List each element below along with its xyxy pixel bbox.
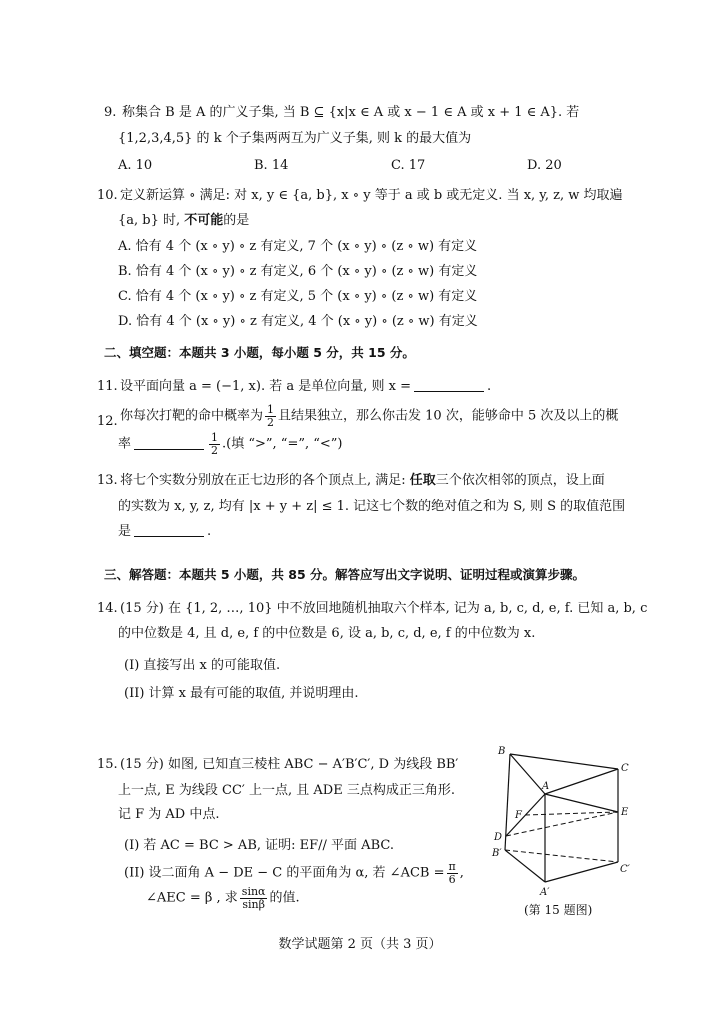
q15-line3: 记 F 为 AD 中点. [118, 807, 220, 822]
segment-de-hidden [506, 812, 618, 836]
section-fill-in-heading: 二、填空题：本题共 3 小题，每小题 5 分，共 15 分。 [104, 345, 415, 360]
label-b: B [498, 746, 506, 757]
q13-answer-blank [134, 524, 204, 537]
q13-line2: 的实数为 x, y, z, 均有 |x + y + z| ≤ 1. 记这七个数的绝对值之和为 S, 则 S 的取值范围 [118, 499, 626, 514]
edge-b-prime-c-prime-hidden [505, 850, 618, 862]
q14-number: 14. [97, 601, 118, 616]
q10-option-a: A. 恰有 4 个 (x ∘ y) ∘ z 有定义, 7 个 (x ∘ y) ∘ (z ∘ w) 有定义 [118, 239, 478, 254]
label-f: F [515, 810, 522, 821]
edge-ba [510, 754, 545, 794]
q15-fraction-pi-6: $\frac{\pi}{6}$ [448, 860, 456, 886]
q12-answer-blank [134, 437, 204, 450]
q10-option-d: D. 恰有 4 个 (x ∘ y) ∘ z 有定义, 4 个 (x ∘ y) ∘ (z ∘ w) 有定义 [118, 314, 478, 329]
segment-ae [545, 794, 618, 812]
triangular-prism-figure [490, 742, 640, 922]
q10-option-c: C. 恰有 4 个 (x ∘ y) ∘ z 有定义, 5 个 (x ∘ y) ∘ (z ∘ w) 有定义 [118, 289, 478, 304]
q9-option-b: B. 14 [254, 158, 289, 173]
q14-line1: (15 分) 在 {1, 2, …, 10} 中不放回地随机抽取六个样本, 记为 a, b, c, d, e, f. 已知 a, b, c [120, 601, 648, 616]
q9-line2: {1,2,3,4,5} 的 k 个子集两两互为广义子集, 则 k 的最大值为 [118, 131, 472, 146]
label-e: E [621, 807, 629, 818]
q11-text: 设平面向量 a = (−1, x). 若 a 是单位向量, 则 x = . [120, 379, 492, 394]
q9-option-d: D. 20 [527, 158, 562, 173]
q14-part-1: (I) 直接写出 x 的可能取值. [124, 658, 281, 673]
label-a: A [542, 781, 550, 792]
edge-ac [545, 769, 618, 794]
page-footer: 数学试题第 2 页（共 3 页） [278, 937, 442, 952]
q12-line1: 你每次打靶的命中概率为 $\frac{1}{2}$ 且结果独立，那么你击发 10 次，能够命中 5 次及以上的概 [120, 403, 619, 429]
q12-fraction-half-2: $\frac{1}{2}$ [211, 431, 219, 457]
q9-option-c: C. 17 [391, 158, 426, 173]
q10-line1: 定义新运算 ∘ 满足: 对 x, y ∈ {a, b}, x ∘ y 等于 a 或 b 或无定义. 当 x, y, z, w 均取遍 [120, 188, 623, 203]
edge-bc [510, 754, 618, 769]
figure-caption: (第 15 题图) [524, 903, 593, 917]
q13-line1: 将七个实数分别放在正七边形的各个顶点上, 满足: 任取三个依次相邻的顶点，设上面 [120, 473, 605, 488]
q15-line1: (15 分) 如图, 已知直三棱柱 ABC − A′B′C′, D 为线段 BB′ [120, 757, 459, 772]
edge-b-prime-a-prime [505, 850, 545, 882]
q15-part-2: (II) 设二面角 A − DE − C 的平面角为 α, 若 ∠ACB = $\frac{\pi}{6}$ , [124, 860, 464, 886]
q9-option-a: A. 10 [118, 158, 153, 173]
label-c: C [621, 763, 629, 774]
label-b-prime: B′ [492, 848, 502, 859]
q13-number: 13. [97, 473, 118, 488]
q12-fraction-half: $\frac{1}{2}$ [267, 403, 275, 429]
q15-fraction-sin-ratio: $\frac{\sin\alpha}{\sin\beta}$ [241, 885, 266, 911]
q15-number: 15. [97, 757, 118, 772]
q15-part-1: (I) 若 AC = BC > AB, 证明: EF// 平面 ABC. [124, 838, 394, 853]
q14-line2: 的中位数是 4, 且 d, e, f 的中位数是 6, 设 a, b, c, d, e, f 的中位数为 x. [118, 626, 536, 641]
section-solutions-heading: 三、解答题：本题共 5 小题，共 85 分。解答应写出文字说明、证明过程或演算步骤。 [104, 567, 586, 582]
q9-number: 9. [104, 105, 117, 120]
q9-line1: 称集合 B 是 A 的广义子集, 当 B ⊆ {x|x ∈ A 或 x − 1 ∈ A 或 x + 1 ∈ A}. 若 [122, 105, 580, 120]
q15-line2: 上一点, E 为线段 CC′ 上一点, 且 ADE 三点构成正三角形. [118, 783, 455, 798]
label-c-prime: C′ [620, 864, 630, 875]
q14-part-2: (II) 计算 x 最有可能的取值, 并说明理由. [124, 686, 359, 701]
q12-line2: 率 $\frac{1}{2}$ .(填 “>”, “=”, “<”) [118, 431, 343, 457]
q11-answer-blank [414, 379, 484, 392]
q13-line3: 是 . [118, 524, 212, 539]
label-a-prime: A′ [540, 887, 550, 898]
q15-part-3: ∠AEC = β , 求 $\frac{\sin\alpha}{\sin\beta}$ 的值. [146, 885, 300, 911]
q10-number: 10. [97, 188, 118, 203]
q10-option-b: B. 恰有 4 个 (x ∘ y) ∘ z 有定义, 6 个 (x ∘ y) ∘ (z ∘ w) 有定义 [118, 264, 478, 279]
q10-line2: {a, b} 时, 不可能的是 [118, 213, 250, 228]
q11-number: 11. [97, 379, 118, 394]
q12-number: 12. [97, 414, 118, 429]
edge-a-prime-c-prime [545, 862, 618, 882]
label-d: D [494, 832, 503, 843]
